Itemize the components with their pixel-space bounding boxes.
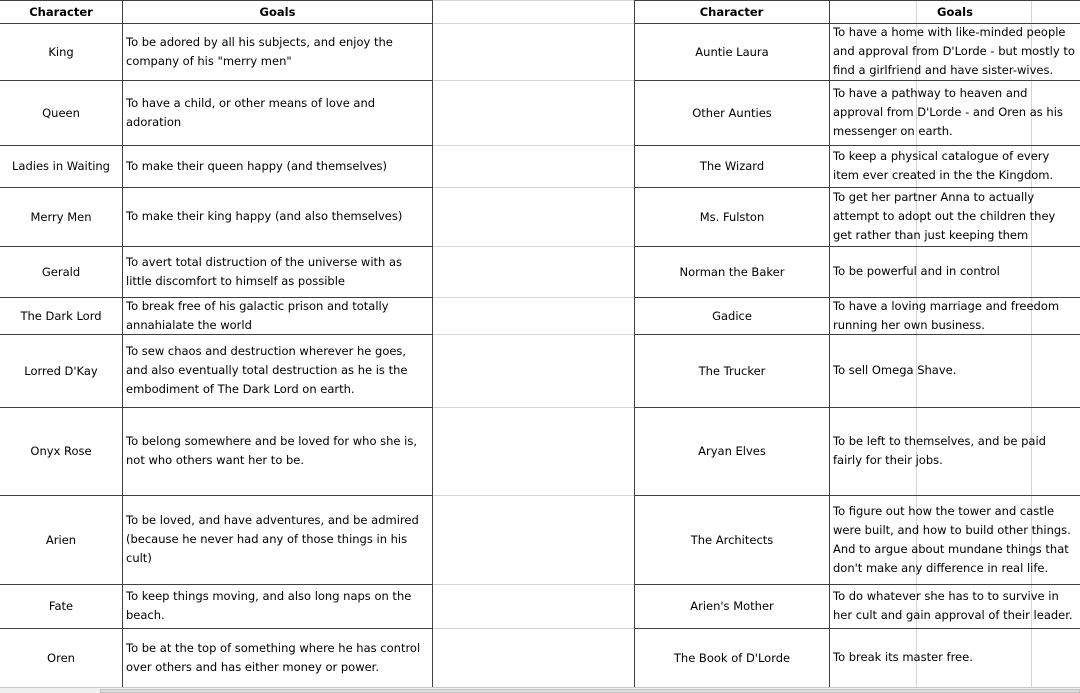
scrollbar-thumb[interactable]: [100, 689, 1080, 693]
row-border: [0, 584, 433, 585]
column-border: [432, 0, 433, 687]
left-character-cell[interactable]: Lorred D'Kay: [24, 363, 98, 378]
left-character-cell[interactable]: Onyx Rose: [30, 444, 92, 458]
row-border: [0, 628, 433, 629]
row-border: [634, 584, 1080, 585]
left-goal-cell[interactable]: To make their queen happy (and themselves): [126, 158, 387, 173]
row-border: [634, 187, 1080, 188]
gridline: [433, 495, 634, 496]
gridline: [433, 407, 634, 408]
right-goal-cell[interactable]: To be powerful and in control: [833, 264, 1000, 278]
left-character-cell[interactable]: Merry Men: [30, 209, 92, 224]
left-goal-cell[interactable]: To avert total distruction of the universe with as little discomfort to himself as possible: [126, 254, 403, 288]
column-border: [122, 0, 123, 687]
row-border: [0, 80, 433, 81]
gridline: [433, 297, 634, 298]
left-character-cell[interactable]: Fate: [48, 599, 74, 613]
gridline: [433, 584, 634, 585]
right-character-cell[interactable]: The Book of D'Lorde: [673, 650, 791, 665]
right-goal-cell[interactable]: To figure out how the tower and castle were built, and how to build other things. And to argue about mundane things that don't make any difference in real life.: [833, 503, 1071, 575]
right-goal-cell[interactable]: To have a home with like-minded people and approval from D'Lorde - but mostly to find a girlfriend and have sister-wives.: [833, 25, 1075, 77]
left-goal-cell[interactable]: To sew chaos and destruction wherever he goes, and also eventually total destruction as he is the embodiment of The Dark Lord on earth.: [126, 344, 408, 396]
row-border: [0, 0, 433, 1]
left-goal-cell[interactable]: To keep things moving, and also long naps on the beach.: [126, 589, 412, 622]
left-goals-header[interactable]: Goals: [259, 4, 296, 19]
right-character-cell[interactable]: The Architects: [690, 532, 774, 547]
left-character-cell[interactable]: King: [48, 44, 74, 59]
row-border: [634, 23, 1080, 24]
gridline: [433, 334, 634, 335]
column-border: [634, 0, 635, 687]
row-border: [0, 187, 433, 188]
left-character-header[interactable]: Character: [29, 4, 93, 19]
right-goal-cell[interactable]: To break its master free.: [833, 650, 973, 664]
right-goal-cell[interactable]: To keep a physical catalogue of every item ever created in the the Kingdom.: [833, 149, 1054, 182]
left-goal-cell[interactable]: To have a child, or other means of love and adoration: [126, 95, 376, 129]
row-border: [634, 297, 1080, 298]
right-character-header[interactable]: Character: [699, 4, 764, 19]
right-character-cell[interactable]: Other Aunties: [692, 105, 772, 120]
right-goal-cell[interactable]: To have a pathway to heaven and approval from D'Lorde - and Oren as his messenger on earth.: [833, 86, 1063, 138]
gridline: [433, 145, 634, 146]
right-character-cell[interactable]: Auntie Laura: [695, 44, 769, 59]
left-character-cell[interactable]: The Dark Lord: [20, 308, 102, 323]
row-border: [0, 23, 433, 24]
row-border: [634, 628, 1080, 629]
row-border: [0, 334, 433, 335]
right-character-cell[interactable]: Gadice: [712, 308, 752, 323]
gridline: [433, 80, 634, 81]
row-border: [634, 80, 1080, 81]
right-goal-cell[interactable]: To be left to themselves, and be paid fairly for their jobs.: [833, 434, 1046, 467]
left-goal-cell[interactable]: To be loved, and have adventures, and be admired (because he never had any of those things in his cult): [126, 513, 419, 565]
left-character-cell[interactable]: Oren: [47, 650, 75, 665]
left-goal-cell[interactable]: To be adored by all his subjects, and enjoy the company of his "merry men": [126, 34, 393, 68]
horizontal-scrollbar[interactable]: [0, 687, 1080, 693]
right-character-cell[interactable]: Aryan Elves: [698, 444, 766, 458]
right-goals-header[interactable]: Goals: [937, 4, 973, 19]
right-goal-cell[interactable]: To do whatever she has to to survive in her cult and gain approval of their leader.: [833, 589, 1073, 622]
right-character-cell[interactable]: Ms. Fulston: [699, 209, 765, 224]
gridline: [433, 187, 634, 188]
left-character-cell[interactable]: Queen: [42, 105, 80, 120]
right-goal-cell[interactable]: To get her partner Anna to actually attempt to adopt out the children they get rather than just keeping them: [833, 190, 1056, 242]
left-goal-cell[interactable]: To break free of his galactic prison and totally annahialate the world: [126, 298, 389, 332]
right-goal-cell[interactable]: To sell Omega Shave.: [833, 363, 957, 377]
gridline: [433, 246, 634, 247]
right-character-cell[interactable]: The Wizard: [699, 159, 765, 173]
row-border: [634, 334, 1080, 335]
row-border: [634, 407, 1080, 408]
row-border: [0, 145, 433, 146]
left-goal-cell[interactable]: To be at the top of something where he has control over others and has either money or power.: [126, 640, 421, 674]
row-border: [634, 0, 1080, 1]
gridline: [433, 628, 634, 629]
left-goal-cell[interactable]: To belong somewhere and be loved for who she is, not who others want her to be.: [126, 434, 417, 467]
right-goal-cell[interactable]: To have a loving marriage and freedom running her own business.: [833, 298, 1060, 332]
row-border: [0, 495, 433, 496]
gridline: [433, 23, 634, 24]
right-character-cell[interactable]: Arien's Mother: [690, 599, 774, 613]
right-character-cell[interactable]: The Trucker: [698, 363, 766, 378]
row-border: [0, 246, 433, 247]
row-border: [0, 297, 433, 298]
left-goal-cell[interactable]: To make their king happy (and also themselves): [126, 209, 403, 223]
gridline: [433, 0, 634, 1]
right-character-cell[interactable]: Norman the Baker: [679, 264, 785, 279]
row-border: [0, 407, 433, 408]
left-character-cell[interactable]: Gerald: [41, 264, 81, 279]
left-character-cell[interactable]: Arien: [45, 532, 77, 547]
row-border: [634, 246, 1080, 247]
row-border: [634, 495, 1080, 496]
left-character-cell[interactable]: Ladies in Waiting: [12, 159, 110, 173]
column-border: [829, 0, 830, 687]
row-border: [634, 145, 1080, 146]
